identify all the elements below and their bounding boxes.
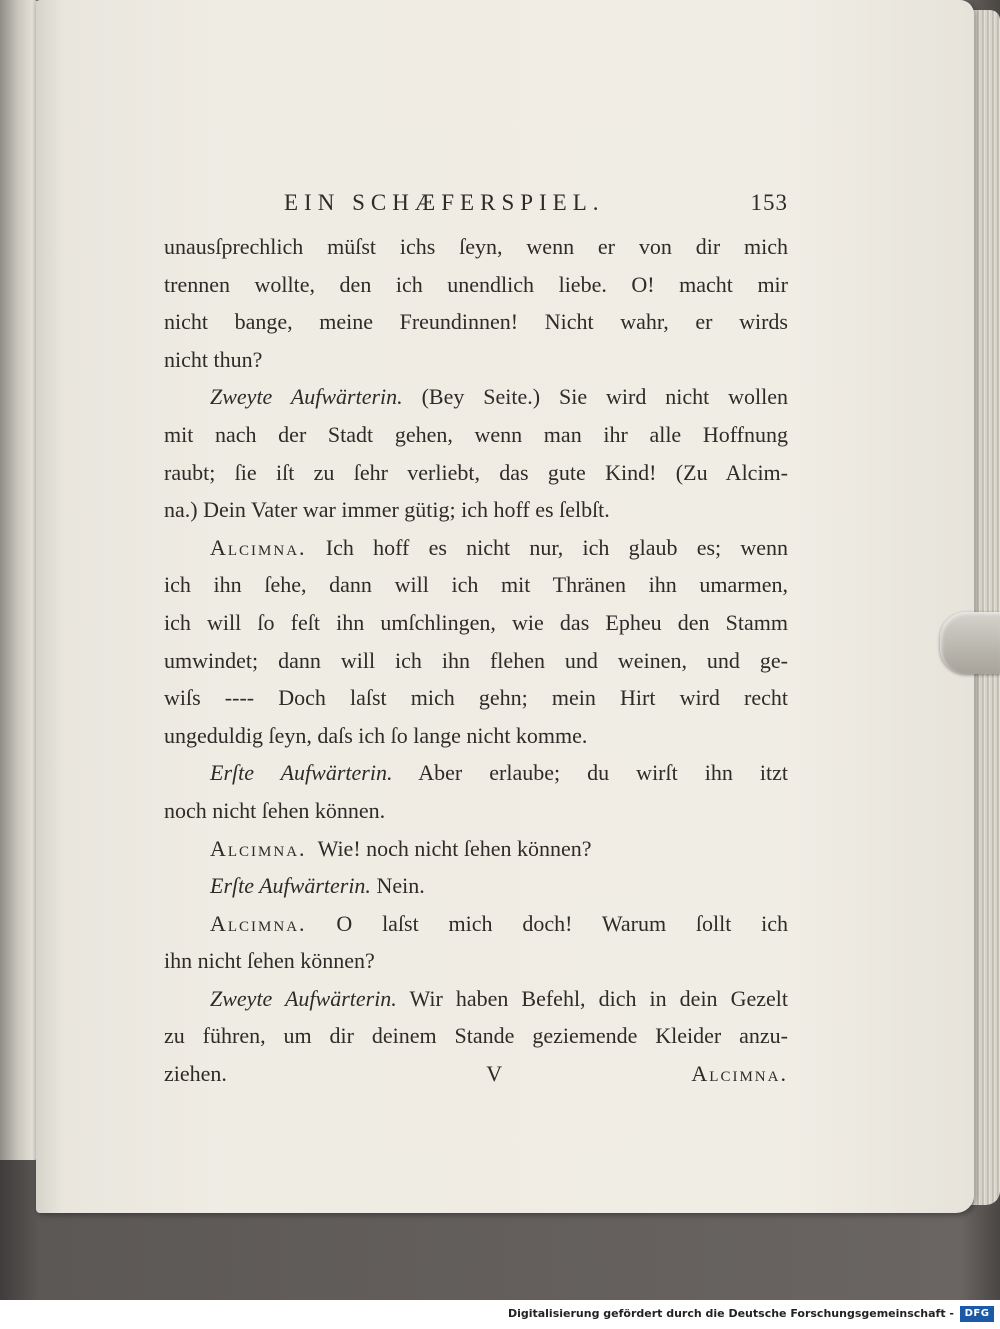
speech-text: Wie! noch nicht ſehen können?: [317, 835, 592, 861]
text-line: unausſprechlich müſst ichs ſeyn, wenn er von dir mich: [164, 234, 788, 259]
bookmark-tab: [940, 612, 1000, 674]
speech-line: [164, 754, 788, 792]
signature-mark: V: [486, 1061, 503, 1087]
speech-text: (Bey Seite.) Sie wird nicht wollen: [421, 384, 788, 410]
speaker-name: Erſte Aufwärterin.: [210, 760, 393, 786]
speech-line: [164, 529, 788, 567]
text-line: umwindet; dann will ich ihn flehen und weinen, und ge-: [164, 647, 788, 673]
page-text: [128, 190, 788, 1093]
facing-page-edge: [0, 0, 40, 1160]
speech-text: O laſst mich doch! Warum ſollt ich: [336, 910, 789, 936]
speech-line: [164, 867, 788, 905]
speech-text: Aber erlaube; du wirſt ihn itzt: [418, 760, 788, 786]
speaker-name: Alcimna.: [210, 534, 307, 560]
speech-text: Nein.: [376, 873, 425, 899]
speaker-name: Zweyte Aufwärterin.: [210, 985, 397, 1011]
dfg-logo: DFG: [960, 1306, 994, 1322]
page-footer: [164, 1055, 788, 1093]
running-head: [136, 190, 788, 228]
speech-text: Ich hoff es nicht nur, ich glaub es; wenn: [325, 534, 789, 560]
text-line: nicht bange, meine Freundinnen! Nicht wahr, er wirds: [164, 309, 788, 335]
text-line: zu führen, um dir deinem Stande geziemende Kleider anzu-: [164, 1023, 788, 1049]
text-line: mit nach der Stadt gehen, wenn man ihr alle Hoffnung: [164, 421, 788, 447]
catchword: Alcimna.: [691, 1061, 788, 1087]
speech-line: [164, 905, 788, 943]
text-line: noch nicht ſehen können.: [164, 797, 386, 823]
last-word: ziehen.: [164, 1061, 227, 1087]
text-line: na.) Dein Vater war immer gütig; ich hoff es ſelbſt.: [164, 497, 610, 523]
credit-bar: [0, 1300, 1000, 1329]
text-line: trennen wollte, den ich unendlich liebe. O! macht mir: [164, 271, 788, 297]
speaker-name: Zweyte Aufwärterin.: [210, 384, 403, 410]
speech-text: Wir haben Befehl, dich in dein Gezelt: [409, 985, 789, 1011]
speaker-name: Alcimna.: [210, 910, 307, 936]
text-line: ich will ſo feſt ihn umſchlingen, wie das Epheu den Stamm: [164, 609, 788, 635]
text-line: ihn nicht ſehen können?: [164, 948, 375, 974]
speech-line: [164, 980, 788, 1018]
text-line: ungeduldig ſeyn, daſs ich ſo lange nicht komme.: [164, 722, 588, 748]
speech-line: [164, 378, 788, 416]
speaker-name: Alcimna.: [210, 835, 307, 861]
text-line: wiſs ---- Doch laſst mich gehn; mein Hirt wird recht: [164, 685, 788, 711]
speaker-name: Erſte Aufwärterin.: [210, 873, 371, 899]
speech-line: [164, 830, 788, 868]
page-number: 153: [750, 190, 788, 215]
text-line: raubt; ſie iſt zu ſehr verliebt, das gute Kind! (Zu Alcim-: [164, 459, 788, 485]
running-head-title: EIN SCHÆFERSPIEL.: [284, 190, 605, 215]
text-line: ich ihn ſehe, dann will ich mit Thränen ihn umarmen,: [164, 572, 788, 598]
text-line: nicht thun?: [164, 346, 263, 372]
credit-text: Digitalisierung gefördert durch die Deutsche Forschungsgemeinschaft -: [507, 1307, 954, 1320]
